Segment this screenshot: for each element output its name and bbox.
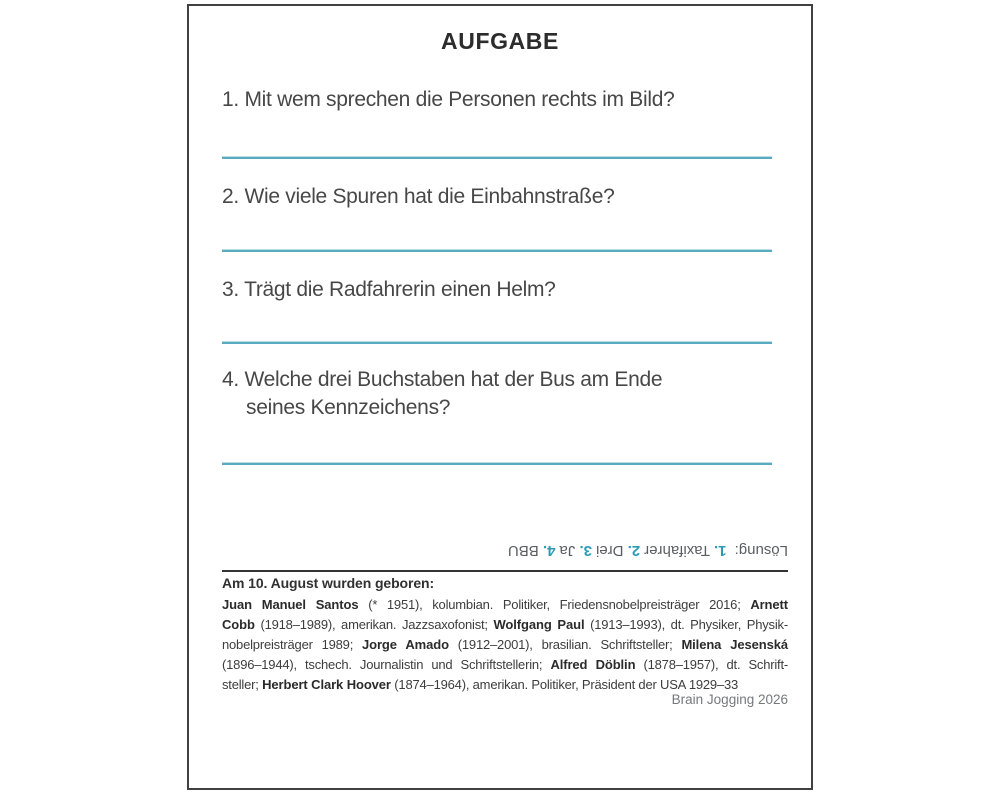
divider-rule (222, 570, 788, 572)
birthdays-paragraph (222, 595, 788, 695)
answer-line-4 (222, 463, 772, 465)
birthdays-heading: Am 10. August wurden geboren: (222, 575, 435, 591)
question-3: 3. Trägt die Radfahrerin einen Helm? (222, 278, 556, 301)
birthdays-line-1: Juan Manuel Santos (* 1951), kolumbian. Politiker, Friedensnobelpreisträger 2016; Arnett (222, 597, 788, 612)
page-title: AUFGABE (441, 28, 559, 54)
question-1: 1. Mit wem sprechen die Personen rechts im Bild? (222, 88, 675, 111)
question-4-line-2: seines Kennzeichens? (246, 396, 451, 419)
calendar-brand: Brain Jogging 2026 (671, 692, 788, 707)
question-4-line-1: 4. Welche drei Buchstaben hat der Bus am Ende (222, 368, 663, 391)
question-2: 2. Wie viele Spuren hat die Einbahnstraße? (222, 185, 615, 208)
answer-line-1 (222, 157, 772, 159)
birthdays-line-2: Cobb (1918–1989), amerikan. Jazzsaxofonist; Wolfgang Paul (1913–1993), dt. Physiker, Physik- (222, 617, 788, 632)
calendar-page (187, 4, 813, 790)
question-4 (222, 366, 662, 422)
solution-line-upside-down: Lösung: 1. Taxifahrer2. Drei3. Ja4. BBU (507, 542, 788, 559)
birthdays-line-5: steller; Herbert Clark Hoover (1874–1964), amerikan. Politiker, Präsident der USA 1929–33 (222, 677, 739, 692)
answer-line-3 (222, 342, 772, 344)
answer-line-2 (222, 250, 772, 252)
birthdays-line-3: nobelpreisträger 1989; Jorge Amado (1912–2001), brasilian. Schriftsteller; Milena Jesenská (222, 637, 788, 652)
birthdays-line-4: (1896–1944), tschech. Journalistin und Schriftstellerin; Alfred Döblin (1878–1957), dt. Schrift- (222, 657, 789, 672)
